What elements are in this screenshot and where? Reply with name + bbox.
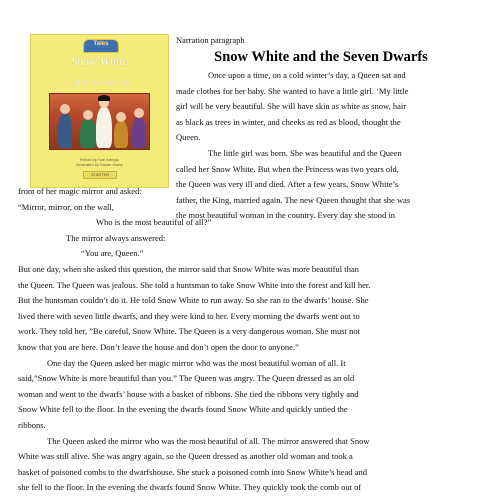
text-line: One day the Queen asked her magic mirror who was the most beautiful woman of all. It [47,357,346,368]
text-line: The Queen asked the mirror who was the most beautiful of all. The mirror answered that Snow [47,435,370,446]
text-line: as black as trees in winter, and cheeks as red as blood, thought the [176,116,401,127]
text-line: The mirror always answered: [66,232,166,243]
wide-text-block [18,184,478,496]
text-line: work. They told her, ”Be careful, Snow White. The Queen is a very dangerous woman. She must not [18,326,360,337]
text-line: Queen. [176,132,201,143]
text-line: But one day, when she asked this question, the mirror said that Snow White was more beautiful than [18,263,359,274]
text-line: basket of poisoned combs to the dwarfshouse. She stuck a poisoned comb into Snow White’s head and [18,466,367,477]
text-line: the Queen was very ill and died. After a few years, Snow White’s [176,179,399,190]
text-line: Once upon a time, on a cold winter’s day, a Queen sat and [208,70,406,80]
text-line: Who is the most beautiful of all?” [96,217,212,228]
text-line: made clothes for her baby. She wanted to have a little girl. ‘My little [176,85,409,96]
cover-credits-line2: Illustrated by Susan Hains [76,162,123,167]
series-badge-text: Tales [93,41,109,47]
text-line: But the huntsman couldn’t do it. He told Snow White to run away. So she ran to the dwarfs’ house. She [18,295,369,306]
text-line: the most beautiful woman in the country. Every day she stood in [176,210,395,221]
text-line: called her Snow White. But when the Princess was two years old, [176,163,399,174]
cover-title [35,56,164,67]
cover-stage-label: STARTER [83,171,117,179]
book-cover-image [30,34,169,188]
text-line: father, the King, married again. The new Queen thought that she was [176,194,411,205]
series-badge [83,39,119,53]
cover-illustration [49,93,150,150]
text-line: woman and went to the dwarfs’ house with a basket of ribbons. She tied the ribbons very tightly and [18,388,359,399]
text-line: girl will be very beautiful. She will have skin as white as snow, hair [176,101,407,112]
text-line: said,”Snow White is more beautiful than you.” The Queen was angry. The Queen dressed as an old [18,373,355,384]
text-line: “Mirror, mirror, on the wall, [18,201,114,212]
story-title: Snow White and the Seven Dwarfs [214,49,428,65]
text-line: White was still alive. She was angry again, so the Queen dressed as another old woman and took a [18,451,353,462]
text-line: know that you are here. Don’t leave the house and don’t open the door to anyone.” [18,341,299,352]
cover-credits [35,157,164,167]
text-line: front of her magic mirror and asked: [18,186,142,196]
text-line: The little girl was born. She was beautiful and the Queen [208,147,402,158]
text-line: the Queen. The Queen was jealous. She told a huntsman to take Snow White into the forest and kill her. [18,279,371,290]
section-label: Narration paragraph [176,35,245,45]
cover-title-line1: Snow White [71,54,128,68]
cover-credits-line1: Retold by Sue Arengo [80,157,119,162]
text-line: “You are, Queen.” [81,248,144,259]
cover-subtitle: and the Seven Dwarfs [68,79,131,87]
text-line: ribbons. [18,419,46,430]
text-line: she fell to the floor. In the evening the dwarfs found Snow White. They quickly took the comb out of [18,482,362,493]
text-line: lived there with seven little dwarfs, and they were kind to her. Every morning the dwarfs went out to [18,310,360,321]
text-line: Snow White fell to the floor. In the evening the dwarfs found Snow White and quickly untied the [18,404,348,415]
